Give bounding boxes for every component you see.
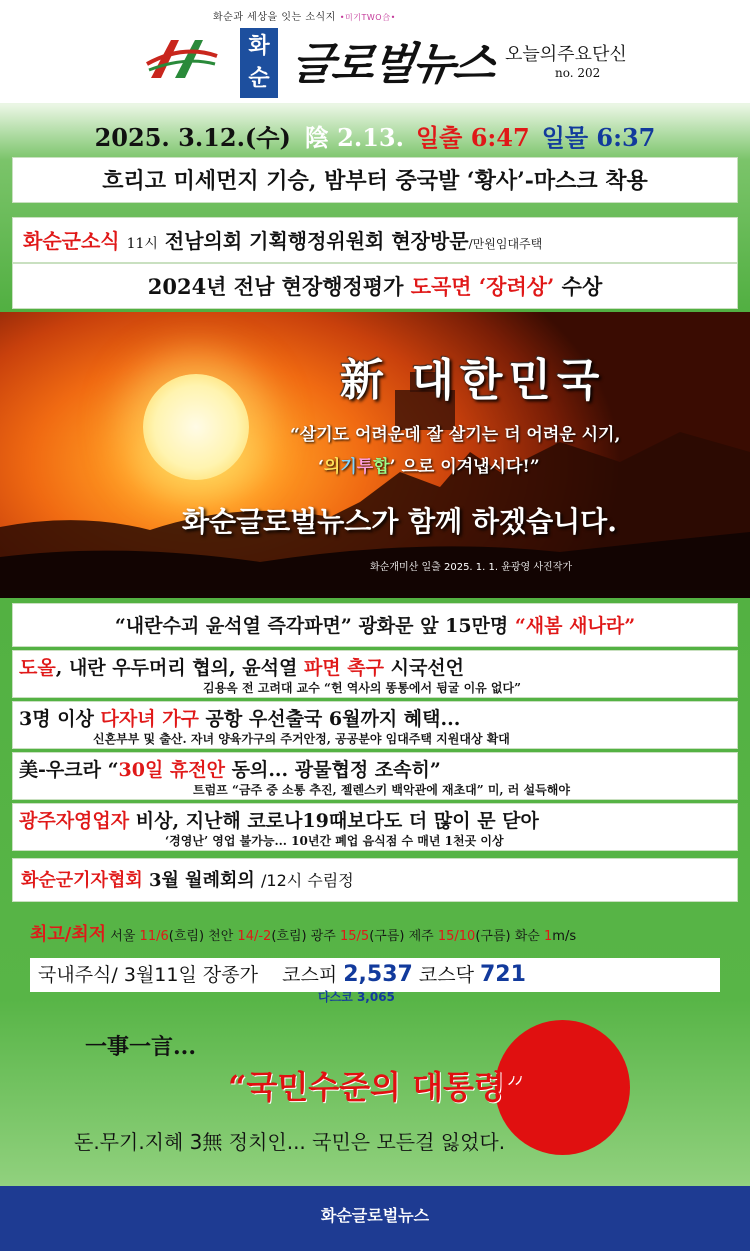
weather-val-2: 14/-2 <box>237 929 272 944</box>
footer: 화순글로벌뉴스 <box>0 1186 750 1251</box>
news-5-sub: ‘경영난’ 영업 불가능... 10년간 폐업 음식점 수 매년 1천곳 이상 <box>165 834 504 848</box>
news-1-highlight: “새봄 새나라” <box>514 615 636 637</box>
weather-headline: 흐리고 미세먼지 기승, 밤부터 중국발 ‘황사’-마스크 착용 <box>12 157 738 203</box>
tagline-sub: •미기TWO合• <box>339 13 396 22</box>
sunrise: 일출 6:47 <box>416 123 530 152</box>
weather-val-5: 1 <box>544 929 553 944</box>
logo-mark-icon <box>145 34 220 84</box>
county-news <box>12 217 738 263</box>
sunrise-banner <box>0 312 750 598</box>
news-3-post: 공항 우선출국 6월까지 혜택... <box>205 708 461 730</box>
county-extra: /만원임대주택 <box>468 237 543 251</box>
banner-quote-2 <box>318 452 540 477</box>
logo-script: 글로벌뉴스 <box>287 39 498 90</box>
quote-char-3: 투 <box>356 457 374 477</box>
weather-val-4: 15/10 <box>437 929 476 944</box>
weather-unit-5: m/s <box>552 929 577 944</box>
one-word-header: 一事一言... <box>85 1034 196 1060</box>
quote-char-2: 기 <box>340 457 357 477</box>
news-6-mid: 3월 월례회의 <box>149 870 255 891</box>
news-3-sub: 신혼부부 및 출산. 자녀 양육가구의 주거안정, 공공분야 임대주택 지원대상 확대 <box>93 732 510 746</box>
news-4-sub: 트럼프 “금주 중 소통 추진, 젤렌스키 백악관에 재초대” 미, 러 설득해야 <box>193 783 570 797</box>
news-2-sub: 김용옥 전 고려대 교수 “헌 역사의 똥통에서 뒹굴 이유 없다” <box>203 681 522 695</box>
weather-val-3: 15/5 <box>339 929 370 944</box>
stock-label: 국내주식/ 3월11일 장종가 <box>38 964 258 986</box>
news-5-red: 광주자영업자 <box>19 810 130 832</box>
news-6-light: /12시 수림정 <box>261 871 354 890</box>
date: 2025. 3.12.(수) <box>94 123 291 152</box>
weather-city-4: 제주 <box>408 929 434 944</box>
county-label: 화순군소식 <box>23 229 120 253</box>
kospi-value: 2,537 <box>343 962 413 987</box>
award-pre: 2024년 전남 현장행정평가 <box>147 274 404 299</box>
award-post: 수상 <box>561 274 603 299</box>
dateline <box>0 118 750 153</box>
tagline <box>213 8 396 23</box>
header-title: 오늘의주요단신 <box>505 44 627 65</box>
issue-number: no. 202 <box>555 66 601 80</box>
county-time: 11시 <box>126 236 158 252</box>
weather-label: 최고/최저 <box>30 924 107 945</box>
logo-hwasun-box: 화 순 <box>240 28 278 98</box>
banner-quote-1: “살기도 어려운데 잘 살기는 더 어려운 시기, <box>290 425 621 445</box>
news-3-red: 다자녀 가구 <box>100 708 199 730</box>
photo-credit: 화순개미산 일출 2025. 1. 1. 윤광영 사진작가 <box>370 562 573 573</box>
weather-line <box>30 920 576 946</box>
news-2-mid: , 내란 우두머리 협의, 윤석열 <box>55 657 298 679</box>
weather-city-1: 서울 <box>110 929 136 944</box>
county-text: 전남의회 기획행정위원회 현장방문 <box>164 229 469 253</box>
stock-bar <box>30 958 720 992</box>
news-item-6 <box>12 858 738 902</box>
closing-quote: “국민수준의 대통령” <box>228 1068 524 1106</box>
banner-title: 新 대한민국 <box>340 355 606 406</box>
weather-city-2: 천안 <box>208 929 234 944</box>
news-item-2 <box>12 650 738 698</box>
weather-city-5: 화순 <box>514 929 540 944</box>
weather-sky-4: (구름) <box>475 929 511 944</box>
tagline-text: 화순과 세상을 잇는 소식지 <box>213 12 336 23</box>
kospi-label: 코스피 <box>282 964 338 986</box>
quote-close: ’ 으로 이겨냅시다!” <box>389 457 540 477</box>
weather-val-1: 11/6 <box>139 929 169 944</box>
nasdaq-value: 다스코 3,065 <box>318 990 395 1004</box>
news-item-3 <box>12 701 738 749</box>
kosdaq-label: 코스닥 <box>418 964 474 986</box>
news-4-red: 30일 휴전안 <box>118 759 225 781</box>
news-2-red-1: 도올 <box>19 657 56 679</box>
news-2-post: 시국선언 <box>390 657 465 679</box>
weather-city-3: 광주 <box>310 929 336 944</box>
news-item-1 <box>12 603 738 647</box>
news-4-post: 동의... 광물협정 조속히” <box>231 759 441 781</box>
banner-main: 화순글로벌뉴스가 함께 하겠습니다. <box>182 505 617 538</box>
weather-sky-2: (흐림) <box>271 929 307 944</box>
news-6-red: 화순군기자협회 <box>21 870 143 891</box>
quote-char-4: 합 <box>373 457 390 477</box>
news-1-text: “내란수괴 윤석열 즉각파면” 광화문 앞 15만명 <box>114 615 509 637</box>
weather-sky-1: (흐림) <box>168 929 205 944</box>
news-item-5 <box>12 803 738 851</box>
quote-char-1: 의 <box>323 457 341 477</box>
news-5-post: 비상, 지난해 코로나19때보다도 더 많이 문 닫아 <box>135 810 539 832</box>
award-red: 도곡면 ‘장려상’ <box>410 274 555 299</box>
lunar-date: 陰 2.13. <box>304 123 404 152</box>
award-news <box>12 263 738 309</box>
sunset: 일몰 6:37 <box>541 123 656 152</box>
news-item-4 <box>12 752 738 800</box>
news-3-pre: 3명 이상 <box>19 708 94 730</box>
quote-open: ‘ <box>318 457 324 477</box>
news-2-red-2: 파면 촉구 <box>303 657 384 679</box>
weather-sky-3: (구름) <box>369 929 405 944</box>
news-4-pre: 美-우크라 “ <box>19 759 119 781</box>
kosdaq-value: 721 <box>479 962 526 987</box>
closing-sub: 돈.무기.지혜 3無 정치인... 국민은 모든걸 잃었다. <box>74 1130 506 1154</box>
